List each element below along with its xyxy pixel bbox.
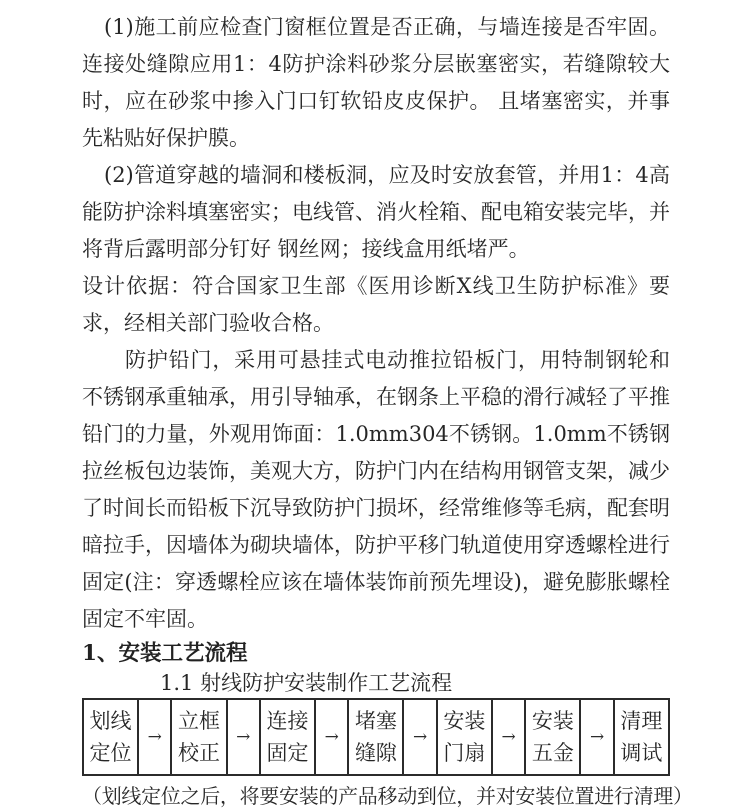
flow-step-lianjie-guding: [260, 699, 315, 775]
flow-step-line: 安装: [443, 709, 486, 733]
flow-row: [83, 699, 669, 775]
flow-step-likuang-jiaozheng: [171, 699, 226, 775]
flow-arrow-icon: →: [138, 699, 171, 775]
flow-step-line: 定位: [89, 741, 132, 765]
flow-step-line: 五金: [531, 741, 574, 765]
paragraph-design-basis: 设计依据：符合国家卫生部《医用诊断X线卫生防护标准》要求，经相关部门验收合格。: [82, 274, 670, 335]
flow-arrow-icon: →: [227, 699, 260, 775]
flow-arrow-icon: →: [580, 699, 613, 775]
paragraph-lead-door: 防护铅门，采用可悬挂式电动推拉铅板门，用特制钢轮和不锈钢承重轴承，用引导轴承，在钢条上平稳的滑行减轻了平推铅门的力量，外观用饰面：1.0mm304不锈钢。1.0mm不锈钢拉丝板包边装饰，美观大方，防护门内在结构用钢管支架，减少了时间长而铅板下沉导致防护门损坏，经常维修等毛病，配套明暗拉手，因墙体为砌块墙体，防护平移门轨道使用穿透螺栓进行固定(注：穿透螺栓应该在墙体装饰前预先埋设)，避免膨胀螺栓固定不牢固。: [82, 348, 670, 631]
paragraph-2: (2)管道穿越的墙洞和楼板洞，应及时安放套管，并用1：4高能防护涂料填塞密实；电线管、消火栓箱、配电箱安装完毕，并将背后露明部分钉好 钢丝网；接线盒用纸堵严。: [82, 163, 670, 261]
flow-arrow-icon: →: [492, 699, 525, 775]
flow-caption: （划线定位之后，将要安装的产品移动到位，并对安装位置进行清理）: [82, 784, 693, 808]
flow-step-line: 校正: [178, 741, 220, 765]
section-heading: 1、安装工艺流程: [82, 641, 248, 666]
flow-step-anzhuang-menshan: [437, 699, 492, 775]
sub-heading: 1.1 射线防护安装制作工艺流程: [160, 671, 453, 695]
flow-step-huaxian-dingwei: [83, 699, 138, 775]
flow-step-line: 划线: [89, 709, 132, 733]
flow-step-line: 缝隙: [354, 741, 397, 765]
flow-table: [82, 698, 670, 776]
flow-step-qingli-tiaoshi: [614, 699, 669, 775]
flow-arrow-icon: →: [315, 699, 348, 775]
flow-step-line: 连接: [266, 709, 309, 733]
flow-step-line: 清理: [620, 709, 663, 733]
flow-step-line: 安装: [531, 709, 574, 733]
flow-arrow-icon: →: [403, 699, 436, 775]
flow-step-line: 门扇: [443, 741, 486, 765]
flow-step-line: 固定: [266, 741, 309, 765]
paragraph-1: (1)施工前应检查门窗框位置是否正确，与墙连接是否牢固。连接处缝隙应用1：4防护涂料砂浆分层嵌塞密实，若缝隙较大时，应在砂浆中掺入门口钉软铅皮皮保护。 且堵塞密实，并事先粘贴好保护膜。: [82, 15, 670, 150]
flow-step-line: 堵塞: [354, 709, 397, 733]
flow-step-line: 调试: [620, 741, 663, 765]
flow-step-anzhuang-wujin: [525, 699, 580, 775]
flow-step-line: 立框: [178, 709, 220, 733]
flow-step-dusai-fengxi: [348, 699, 403, 775]
